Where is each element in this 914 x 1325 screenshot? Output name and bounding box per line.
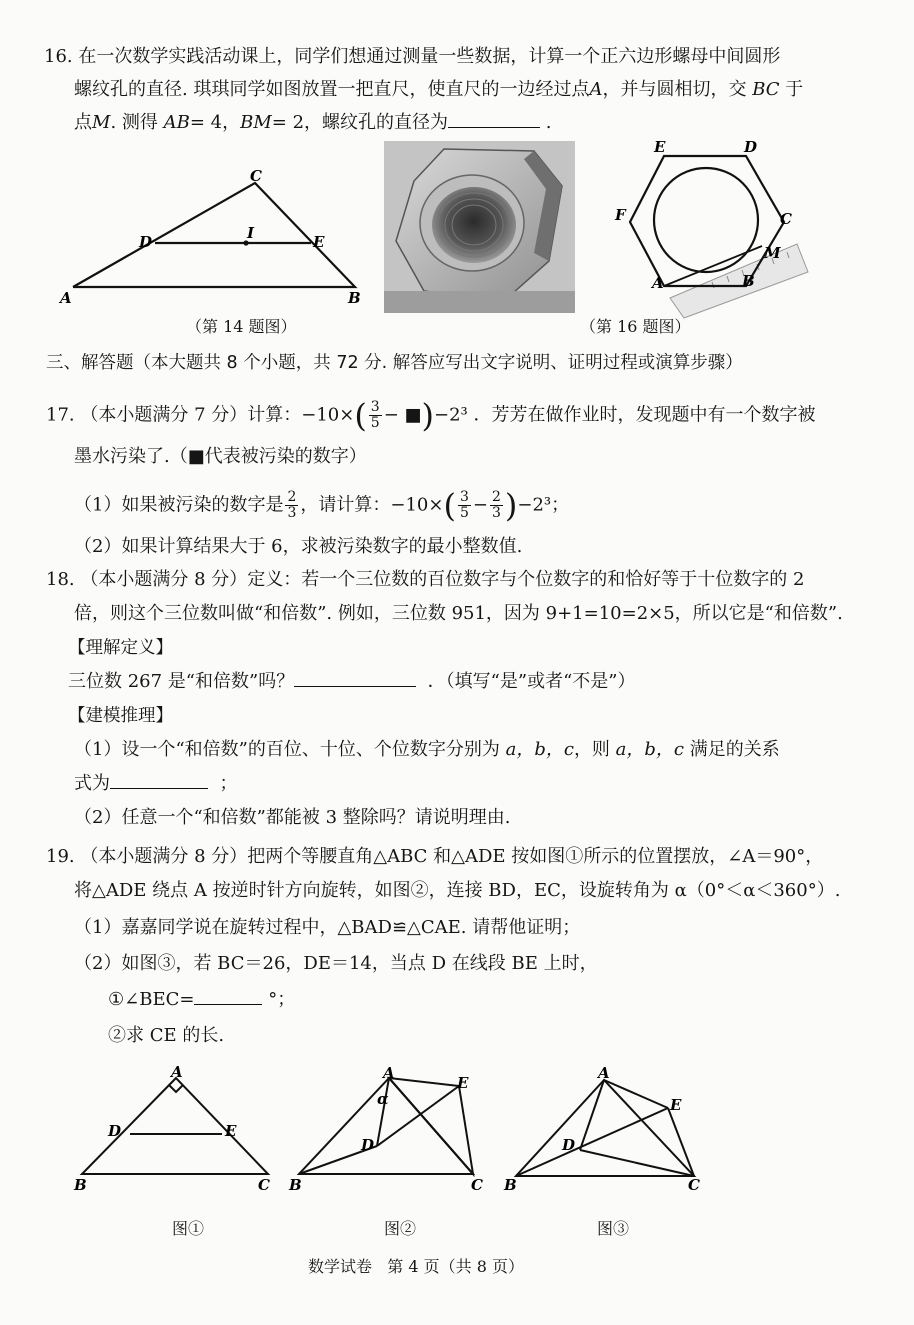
fig19-caption-2: 图② (384, 1219, 417, 1238)
q16-line3: 点M. 测得 AB= 4，BM= 2，螺纹孔的直径为 . (74, 112, 552, 133)
svg-text:D: D (108, 1122, 122, 1140)
q16-line1: 16. 在一次数学实践活动课上，同学们想通过测量一些数据，计算一个正六边形螺母中间圆形 (44, 46, 781, 67)
thread-circle (654, 168, 758, 272)
fig16-label-e: E (654, 140, 666, 156)
q17-part1: （1）如果被污染的数字是 $\frac{2}{3}$ ，请计算：−10×( $\frac{3}{5}$ − $\frac{2}{3}$ )−2³； (74, 486, 570, 525)
page-footer: 数学试卷 第 4 页（共 8 页） (308, 1257, 524, 1276)
fig16-label-d: D (744, 140, 758, 156)
fig19-caption-3: 图③ (597, 1219, 630, 1238)
q18-line1: 18. （本小题满分 8 分）定义：若一个三位数的百位数字与个位数字的和恰好等于十位数字的 2 (46, 569, 805, 590)
q16-answer-blank[interactable] (448, 127, 540, 128)
svg-text:α: α (377, 1090, 389, 1108)
q18-question: 三位数 267 是“和倍数”吗？ ．（填写“是”或者“不是”） (68, 671, 636, 692)
svg-text:A: A (171, 1063, 183, 1081)
fig14-label-e: E (313, 233, 325, 251)
fig19-caption-1: 图① (172, 1219, 205, 1238)
svg-text:C: C (471, 1176, 483, 1194)
q19-part1: （1）嘉嘉同学说在旋转过程中，△BAD≌△CAE. 请帮他证明； (74, 917, 581, 938)
fig16-label-f: F (615, 206, 626, 224)
q18-answer-blank[interactable] (294, 686, 416, 687)
fig14-label-i: I (247, 224, 255, 242)
hex-nut-photo (384, 141, 575, 313)
fig16-label-c: C (780, 210, 792, 228)
q19-line2: 将△ADE 绕点 A 按逆时针方向旋转，如图②，连接 BD，EC，设旋转角为 α（0°＜α＜360°）. (74, 880, 841, 901)
svg-text:A: A (598, 1064, 610, 1082)
q17-frac-2-3: $\frac{2}{3}$ (287, 489, 297, 521)
q19-line1: 19. （本小题满分 8 分）把两个等腰直角△ABC 和△ADE 按如图①所示的位置摆放，∠A＝90°， (46, 846, 824, 867)
section-3-heading: 三、解答题（本大题共 8 个小题，共 72 分. 解答应写出文字说明、证明过程或演算步骤） (46, 353, 743, 373)
figure-19-1 (68, 1062, 288, 1197)
figure-14 (55, 165, 375, 315)
fig16-caption: （第 16 题图） (580, 317, 691, 336)
q18-line2: 倍，则这个三位数叫做“和倍数”. 例如，三位数 951，因为 9+1=10=2×5，所以它是“和倍数”. (74, 603, 843, 624)
q19-part2: （2）如图③，若 BC＝26，DE＝14，当点 D 在线段 BE 上时， (74, 953, 598, 974)
svg-text:E: E (670, 1096, 682, 1114)
q19-sub1: ①∠BEC= °； (108, 989, 296, 1010)
q17-frac-3-5: $\frac{3}{5}$ (370, 399, 380, 431)
svg-text:E: E (225, 1122, 237, 1140)
svg-text:B: B (74, 1176, 87, 1194)
svg-text:E: E (457, 1074, 469, 1092)
fig14-caption: （第 14 题图） (186, 317, 297, 336)
svg-text:B: B (504, 1176, 517, 1194)
q18-heading-understand: 【理解定义】 (68, 638, 173, 658)
q17-line2: 墨水污染了.（■代表被污染的数字） (74, 446, 367, 467)
q19-sub2: ②求 CE 的长. (108, 1025, 225, 1046)
q18-part1-line1: （1）设一个“和倍数”的百位、十位、个位数字分别为 a，b，c，则 a，b，c 满足的关系 (74, 739, 780, 760)
q16-line2: 螺纹孔的直径. 琪琪同学如图放置一把直尺，使直尺的一边经过点A，并与圆相切，交 BC 于 (74, 79, 804, 100)
q17-line1: 17. （本小题满分 7 分）计算：−10×( $\frac{3}{5}$ − ■)−2³ ．芳芳在做作业时，发现题中有一个数字被 (46, 396, 816, 435)
fig16-label-m: M (764, 244, 781, 262)
svg-text:C: C (258, 1176, 270, 1194)
fig14-label-c: C (250, 167, 262, 185)
figure-19-3 (500, 1062, 715, 1197)
fig14-label-d: D (139, 233, 153, 251)
fig16-label-a: A (652, 274, 664, 292)
figure-19-2 (285, 1062, 495, 1197)
fig14-label-a: A (60, 289, 72, 307)
svg-text:A: A (383, 1064, 395, 1082)
fig14-label-b: B (348, 289, 361, 307)
figure-16 (612, 140, 812, 320)
q19-angle-blank[interactable] (194, 1004, 262, 1005)
q18-part1-line2: 式为 ； (74, 773, 238, 794)
svg-text:B: B (289, 1176, 302, 1194)
q18-part2: （2）任意一个“和倍数”都能被 3 整除吗？请说明理由. (74, 807, 511, 828)
q18-heading-model: 【建模推理】 (68, 706, 173, 726)
svg-text:C: C (688, 1176, 700, 1194)
q18-relation-blank[interactable] (110, 788, 208, 789)
svg-text:D: D (361, 1136, 375, 1154)
fig16-label-b: B (742, 272, 755, 290)
svg-text:D: D (562, 1136, 576, 1154)
q17-part2: （2）如果计算结果大于 6，求被污染数字的最小整数值. (74, 536, 523, 557)
